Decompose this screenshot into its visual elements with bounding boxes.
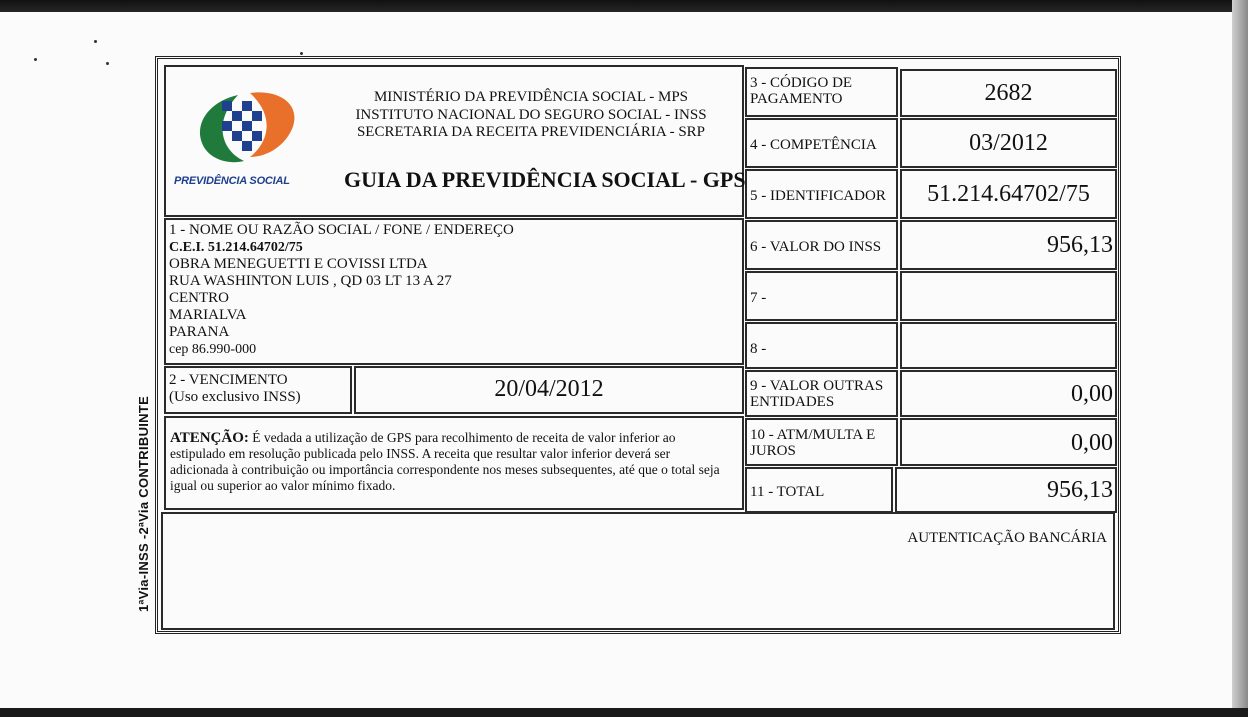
contributor-label: 1 - NOME OU RAZÃO SOCIAL / FONE / ENDEREÇO xyxy=(169,222,514,238)
field8-label: 8 - xyxy=(750,341,767,357)
scan-speck xyxy=(106,62,109,65)
gps-form xyxy=(155,56,1121,634)
valor-inss-label: 6 - VALOR DO INSS xyxy=(750,239,882,255)
total-label: 11 - TOTAL xyxy=(750,484,825,500)
multa-value: 0,00 xyxy=(1071,430,1113,456)
contributor-cep: cep 86.990-000 xyxy=(169,342,257,357)
scan-edge-bottom xyxy=(0,708,1248,717)
contributor-city: MARIALVA xyxy=(169,307,247,323)
valor-inss-value: 956,13 xyxy=(1047,232,1113,258)
competencia-label-box xyxy=(745,118,898,168)
competencia-value: 03/2012 xyxy=(969,130,1048,156)
total-value: 956,13 xyxy=(1047,477,1113,503)
vencimento-value: 20/04/2012 xyxy=(494,376,604,402)
valor-inss-label-box xyxy=(745,220,898,270)
contributor-name: OBRA MENEGUETTI E COVISSI LTDA xyxy=(169,256,428,272)
identificador-label-box xyxy=(745,169,898,219)
contributor-state: PARANA xyxy=(169,324,230,340)
logo-green-swoosh xyxy=(200,95,244,162)
autenticacao-label: AUTENTICAÇÃO BANCÁRIA xyxy=(907,530,1107,546)
competencia-label: 4 - COMPETÊNCIA xyxy=(750,137,877,153)
atencao-box xyxy=(164,416,744,510)
identificador-value-box xyxy=(900,169,1117,219)
identificador-value: 51.214.64702/75 xyxy=(927,181,1090,207)
atencao-text xyxy=(170,430,730,494)
scan-edge-right xyxy=(1232,0,1248,717)
field7-value-box xyxy=(900,271,1117,321)
logo-orange-swoosh xyxy=(250,92,294,157)
previdencia-logo xyxy=(188,87,308,167)
logo-checker xyxy=(222,101,262,151)
atencao-title: ATENÇÃO: xyxy=(170,430,249,446)
competencia-value-box xyxy=(900,118,1117,168)
multa-label-box xyxy=(745,418,898,466)
codigo-value: 2682 xyxy=(984,80,1033,106)
valor-inss-value-box xyxy=(900,220,1117,270)
multa-value-box xyxy=(900,418,1117,466)
codigo-value-box xyxy=(900,69,1117,117)
scan-speck xyxy=(94,40,97,43)
total-label-box xyxy=(745,467,893,513)
total-value-box xyxy=(895,467,1117,513)
outras-label: 9 - VALOR OUTRAS ENTIDADES xyxy=(750,378,884,410)
vencimento-label-box xyxy=(164,366,352,414)
outras-label-box xyxy=(745,370,898,417)
contributor-street: RUA WASHINTON LUIS , QD 03 LT 13 A 27 xyxy=(169,273,452,289)
header-box xyxy=(164,65,744,217)
identificador-label: 5 - IDENTIFICADOR xyxy=(750,188,886,204)
autenticacao-box xyxy=(161,512,1115,630)
page-title: GUIA DA PREVIDÊNCIA SOCIAL - GPS xyxy=(344,167,746,192)
vencimento-value-box xyxy=(354,366,744,414)
atencao-body: É vedada a utilização de GPS para recolhimento de receita de valor inferior ao estipulado em resolução publicada pelo INSS. A receita que resultar valor inferior deverá ser adicionada à contribuição ou importância correspondente nos meses subsequentes, até que o total seja igual ou superior ao valor mínimo fixado. xyxy=(170,430,720,493)
field7-label: 7 - xyxy=(750,290,767,306)
vencimento-sublabel: (Uso exclusivo INSS) xyxy=(169,389,301,405)
scan-speck xyxy=(300,52,303,55)
header-institute: INSTITUTO NACIONAL DO SEGURO SOCIAL - INSS xyxy=(355,107,707,123)
scan-speck xyxy=(34,58,37,61)
multa-label: 10 - ATM/MULTA E JUROS xyxy=(750,427,876,459)
codigo-label: 3 - CÓDIGO DE PAGAMENTO xyxy=(750,75,853,107)
header-secretariat: SECRETARIA DA RECEITA PREVIDENCIÁRIA - SRP xyxy=(356,124,706,140)
field7-label-box xyxy=(745,271,898,321)
contributor-box xyxy=(164,218,744,365)
outras-value-box xyxy=(900,370,1117,417)
logo-text: PREVIDÊNCIA SOCIAL xyxy=(174,175,290,187)
field8-label-box xyxy=(745,322,898,369)
copy-via-label: 1ªVia-INSS -2ªVia CONTRIBUINTE xyxy=(136,395,151,612)
codigo-label-box xyxy=(745,67,898,117)
vencimento-label: 2 - VENCIMENTO xyxy=(169,372,288,388)
contributor-district: CENTRO xyxy=(169,290,229,306)
header-ministry: MINISTÉRIO DA PREVIDÊNCIA SOCIAL - MPS xyxy=(373,89,689,105)
field8-value-box xyxy=(900,322,1117,369)
contributor-cei: C.E.I. 51.214.64702/75 xyxy=(169,240,303,255)
outras-value: 0,00 xyxy=(1071,381,1113,407)
